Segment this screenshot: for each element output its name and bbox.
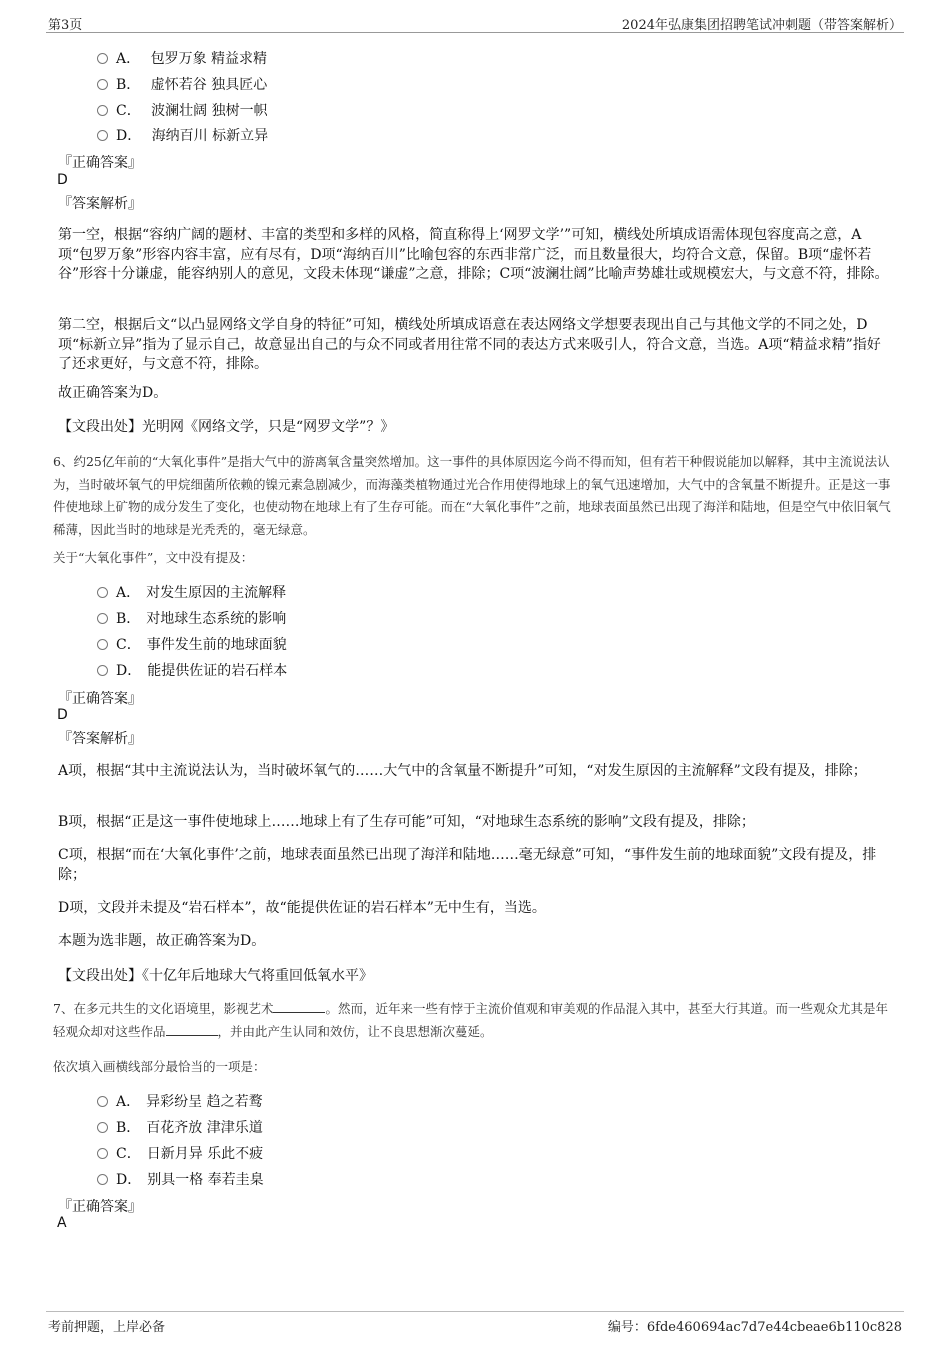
q6-stem: 6、约25亿年前的“大氧化事件”是指大气中的游离氧含量突然增加。这一事件的具体原因迄今尚不得而知，但有若干种假说能加以解释，其中主流说法认为，当时破坏氧气的甲烷细菌所依赖的镍元素急剧减少，而海藻类植物通过光合作用使得地球上的氧气迅速增加，大气中的含氧量不断提升。正是这一事件使地球上矿物的成分发生了变化，也使动物在地球上有了生存可能。而在“大氧化事件”之前，地球表面虽然已出现了海洋和陆地，但是空气中依旧氧气稀薄，因此当时的地球是光秃秃的，毫无绿意。 xyxy=(53,454,891,537)
q6-option-b[interactable]: B． 对地球生态系统的影响 xyxy=(97,608,286,628)
q6-option-c[interactable]: C． 事件发生前的地球面貌 xyxy=(97,634,287,654)
q5-option-d[interactable]: D． 海纳百川 标新立异 xyxy=(97,125,268,145)
radio-icon[interactable] xyxy=(97,79,108,90)
radio-icon[interactable] xyxy=(97,1096,108,1107)
q6-correct-label: 『正确答案』 xyxy=(58,691,142,707)
radio-icon[interactable] xyxy=(97,587,108,598)
document-id: 编号：6fde460694ac7d7e44cbeae6b110c828 xyxy=(607,1320,902,1335)
page-header xyxy=(46,12,904,33)
q6-analysis-para-5: 本题为选非题，故正确答案为D。 xyxy=(58,933,266,949)
radio-icon[interactable] xyxy=(97,1148,108,1159)
radio-icon[interactable] xyxy=(97,639,108,650)
q5-analysis-para-1: 第一空，根据“容纳广阔的题材、丰富的类型和多样的风格，简直称得上‘网罗文学’”可知，横线处所填成语需体现包容度高之意，A项“包罗万象”形容内容丰富，应有尽有，D项“海纳百川”比喻包容的东西非常广泛，而且数量很大，均符合文意，保留。B项“虚怀若谷”形容十分谦虚，能容纳别人的意见，文段未体现“谦虚”之意，排除；C项“波澜壮阔”比喻声势雄壮或规模宏大，与文意不符，排除。 xyxy=(58,227,889,282)
q5-analysis-para-2: 第二空，根据后文“以凸显网络文学自身的特征”可知，横线处所填成语意在表达网络文学想要表现出自己与其他文学的不同之处，D项“标新立异”指为了显示自己，故意显出自己的与众不同或者用往常不同的表达方式来吸引人，符合文意，当选。A项“精益求精”指好了还求更好，与文意不符，排除。 xyxy=(58,317,881,372)
q5-option-c[interactable]: C． 波澜壮阔 独树一帜 xyxy=(97,100,268,120)
radio-icon[interactable] xyxy=(97,105,108,116)
q7-option-a[interactable]: A． 异彩纷呈 趋之若鹜 xyxy=(97,1091,263,1111)
q6-option-a[interactable]: A． 对发生原因的主流解释 xyxy=(97,582,286,602)
fill-blank-2 xyxy=(166,1023,218,1036)
q5-option-a[interactable]: A． 包罗万象 精益求精 xyxy=(97,48,267,68)
page-footer xyxy=(46,1311,904,1336)
q6-answer: D xyxy=(57,707,68,723)
q7-option-d[interactable]: D． 别具一格 奉若圭臬 xyxy=(97,1169,264,1189)
q6-analysis-para-1: A项，根据“其中主流说法认为，当时破坏氧气的……大气中的含氧量不断提升”可知，“对发生原因的主流解释”文段有提及，排除； xyxy=(58,763,867,779)
q6-source: 【文段出处】《十亿年后地球大气将重回低氧水平》 xyxy=(58,968,373,984)
radio-icon[interactable] xyxy=(97,130,108,141)
radio-icon[interactable] xyxy=(97,665,108,676)
radio-icon[interactable] xyxy=(97,613,108,624)
q6-analysis-para-3: C项，根据“而在‘大氧化事件’之前，地球表面虽然已出现了海洋和陆地……毫无绿意”可知，“事件发生前的地球面貌”文段有提及，排除； xyxy=(58,847,877,883)
radio-icon[interactable] xyxy=(97,1174,108,1185)
q5-analysis-para-3: 故正确答案为D。 xyxy=(58,385,168,401)
q7-option-b[interactable]: B． 百花齐放 津津乐道 xyxy=(97,1117,263,1137)
q5-answer: D xyxy=(57,172,68,188)
q5-correct-label: 『正确答案』 xyxy=(58,155,142,171)
q7-stem: 7、在多元共生的文化语境里，影视艺术 。然而，近年来一些有悖于主流价值观和审美观的作品混入其中，甚至大行其道。而一些观众尤其是年轻观众却对这些作品 ，并由此产生认同和效仿，让不良思想渐次蔓延。 xyxy=(53,1001,888,1039)
page-number: 第3页 xyxy=(48,18,83,33)
q5-analysis-label: 『答案解析』 xyxy=(58,196,142,212)
q6-analysis-para-2: B项，根据“正是这一事件使地球上……地球上有了生存可能”可知，“对地球生态系统的影响”文段有提及，排除； xyxy=(58,814,755,830)
radio-icon[interactable] xyxy=(97,53,108,64)
q6-analysis-para-4: D项，文段并未提及“岩石样本”，故“能提供佐证的岩石样本”无中生有，当选。 xyxy=(58,900,546,916)
fill-blank-1 xyxy=(273,1000,325,1013)
q5-option-b[interactable]: B． 虚怀若谷 独具匠心 xyxy=(97,74,267,94)
q6-question: 关于“大氧化事件”，文中没有提及： xyxy=(53,550,254,565)
q5-source: 【文段出处】光明网《网络文学，只是“网罗文学”？》 xyxy=(58,419,395,435)
footer-slogan: 考前押题，上岸必备 xyxy=(48,1320,166,1335)
q6-option-d[interactable]: D． 能提供佐证的岩石样本 xyxy=(97,660,287,680)
document-title: 2024年弘康集团招聘笔试冲刺题（带答案解析） xyxy=(621,18,902,33)
radio-icon[interactable] xyxy=(97,1122,108,1133)
q7-correct-label: 『正确答案』 xyxy=(58,1199,142,1215)
q7-question: 依次填入画横线部分最恰当的一项是： xyxy=(53,1059,266,1074)
q6-analysis-label: 『答案解析』 xyxy=(58,731,142,747)
q7-option-c[interactable]: C． 日新月异 乐此不疲 xyxy=(97,1143,263,1163)
q7-answer: A xyxy=(57,1215,67,1231)
